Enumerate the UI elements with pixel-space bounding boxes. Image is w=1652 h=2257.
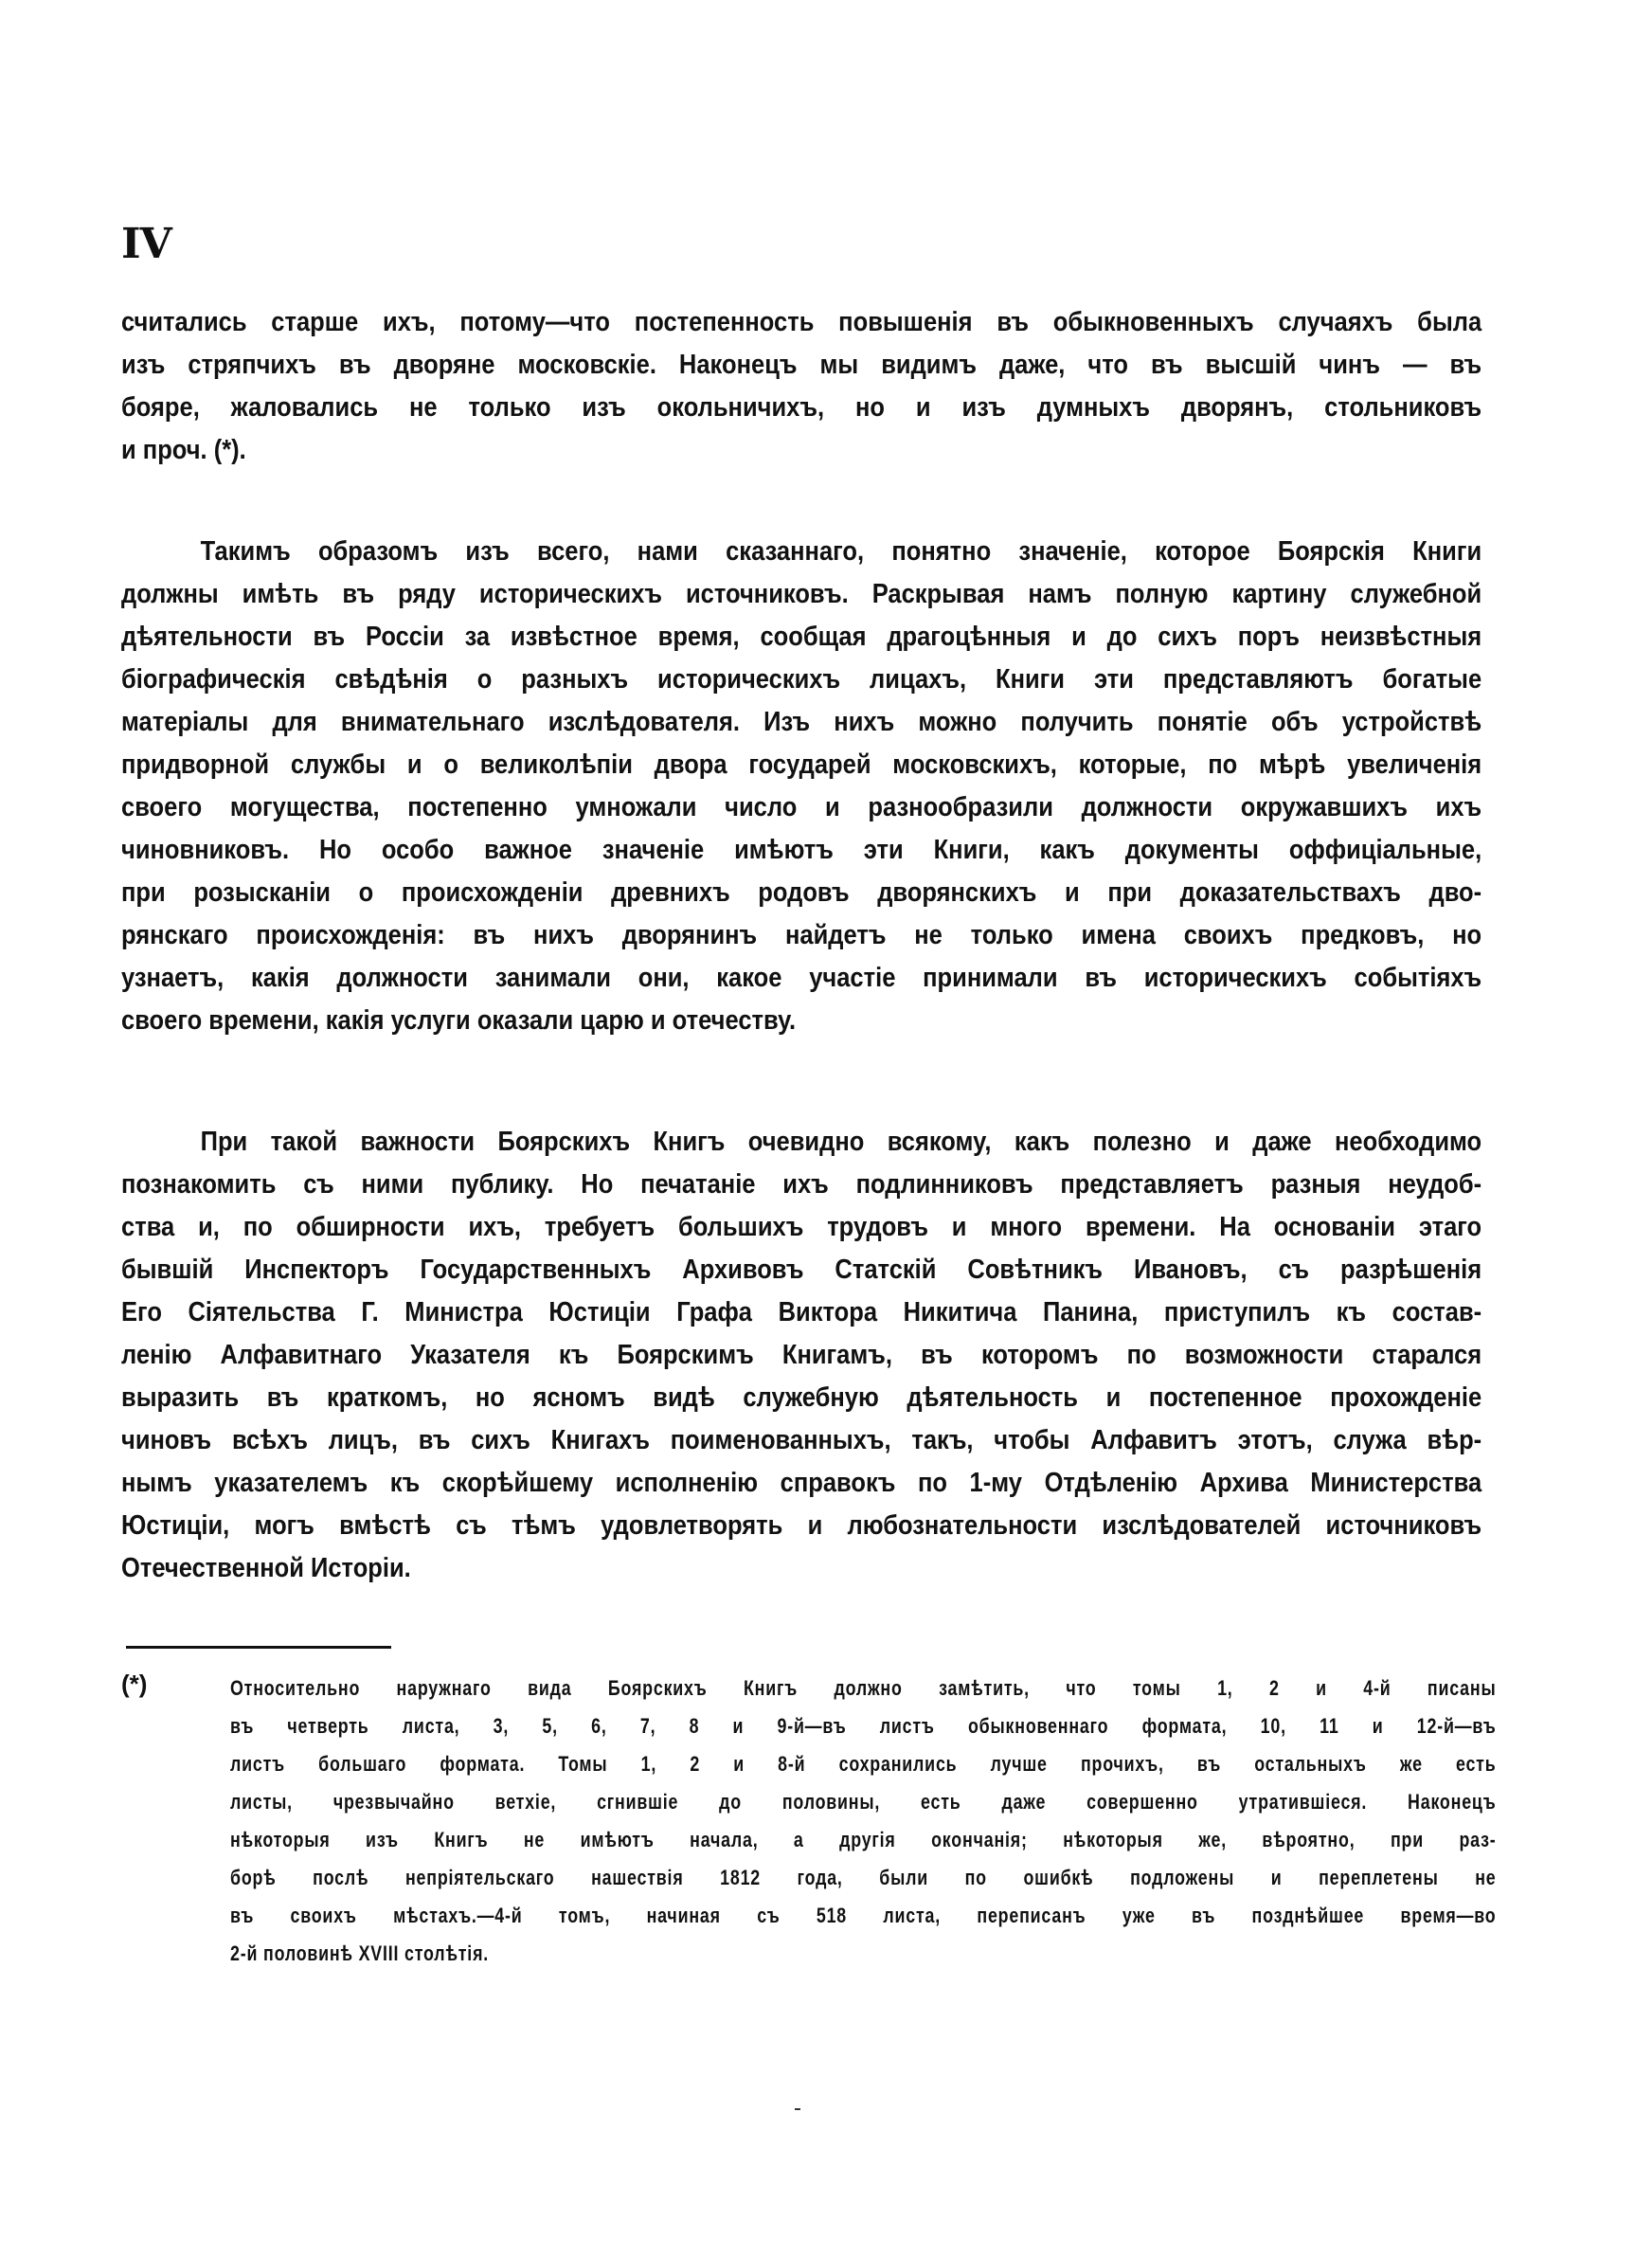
- text-line: рянскаго происхожденія: въ нихъ дворянинъ найдетъ не только имена своихъ предковъ, но: [121, 920, 1482, 950]
- footnote-line: въ четверть листа, 3, 5, 6, 7, 8 и 9-й—въ листъ обыкновеннаго формата, 10, 11 и 12-й—въ: [230, 1714, 1497, 1738]
- footnote-line: въ своихъ мѣстахъ.—4-й томъ, начиная съ 518 листа, переписанъ уже въ позднѣйшее время—во: [230, 1904, 1497, 1927]
- text-line: При такой важности Боярскихъ Книгъ очевидно всякому, какъ полезно и даже необходимо: [200, 1127, 1482, 1157]
- page-number: IV: [121, 220, 171, 268]
- text-line: Его Сіятельства Г. Министра Юстиціи Графа Виктора Никитича Панина, приступилъ къ состав-: [121, 1297, 1482, 1327]
- footnote-line: нѣкоторыя изъ Книгъ не имѣютъ начала, а другія окончанія; нѣкоторыя же, вѣроятно, при раз-: [230, 1828, 1497, 1851]
- text-line: бывшій Инспекторъ Государственныхъ Архивовъ Статскій Совѣтникъ Ивановъ, съ разрѣшенія: [121, 1255, 1482, 1285]
- text-line: и проч. (*).: [121, 435, 246, 465]
- footnote-line: борѣ послѣ непріятельскаго нашествія 1812 года, были по ошибкѣ подложены и переплетены не: [230, 1866, 1497, 1889]
- footnote-line: листъ большаго формата. Томы 1, 2 и 8-й сохранились лучше прочихъ, въ остальныхъ же есть: [230, 1752, 1497, 1776]
- paragraph-3: [121, 1121, 1481, 1590]
- text-line: чиновниковъ. Но особо важное значеніе имѣютъ эти Книги, какъ документы оффиціальные,: [121, 835, 1482, 865]
- text-line: изъ стряпчихъ въ дворяне московскіе. Наконецъ мы видимъ даже, что въ высшій чинъ — въ: [121, 350, 1482, 380]
- footnote-divider: [126, 1646, 391, 1649]
- text-line: чиновъ всѣхъ лицъ, въ сихъ Книгахъ поименованныхъ, такъ, чтобы Алфавитъ этотъ, служа вѣр-: [121, 1425, 1482, 1455]
- text-line: дѣятельности въ Россіи за извѣстное время, сообщая драгоцѣнныя и до сихъ поръ неизвѣстныя: [121, 622, 1482, 652]
- footnote-line: Относительно наружнаго вида Боярскихъ Книгъ должно замѣтить, что томы 1, 2 и 4-й писаны: [230, 1676, 1497, 1700]
- text-line: нымъ указателемъ къ скорѣйшему исполненію справокъ по 1-му Отдѣленію Архива Министерства: [121, 1468, 1482, 1498]
- text-line: своего могущества, постепенно умножали число и разнообразили должности окружавшихъ ихъ: [121, 792, 1482, 822]
- text-line: своего времени, какія услуги оказали царю и отечеству.: [121, 1005, 797, 1036]
- text-line: Юстиціи, могъ вмѣстѣ съ тѣмъ удовлетворять и любознательности изслѣдователей источниковъ: [121, 1510, 1482, 1541]
- text-line: бояре, жаловались не только изъ окольничихъ, но и изъ думныхъ дворянъ, стольниковъ: [121, 392, 1482, 423]
- text-line: Отечественной Исторіи.: [121, 1553, 411, 1583]
- footnote-line: 2-й половинѣ XVIII столѣтія.: [230, 1941, 490, 1965]
- text-line: выразить въ краткомъ, но ясномъ видѣ служебную дѣятельность и постепенное прохожденіе: [121, 1382, 1482, 1413]
- paragraph-2: [121, 531, 1481, 1042]
- text-line: узнаетъ, какія должности занимали они, какое участіе принимали въ историческихъ событіяхъ: [121, 963, 1482, 993]
- text-line: считались старше ихъ, потому—что постепенность повышенія въ обыкновенныхъ случаяхъ была: [121, 307, 1482, 337]
- print-speck: [795, 2108, 800, 2110]
- text-line: ства и, по обширности ихъ, требуетъ большихъ трудовъ и много времени. На основаніи этаго: [121, 1212, 1482, 1242]
- text-line: при розысканіи о происхожденіи древнихъ родовъ дворянскихъ и при доказательствахъ дво-: [121, 877, 1482, 908]
- paragraph-1: [121, 301, 1481, 472]
- text-line: придворной службы и о великолѣпіи двора государей московскихъ, которые, по мѣрѣ увеличенія: [121, 749, 1482, 780]
- footnote: [230, 1670, 1497, 1973]
- footnote-line: листы, чрезвычайно ветхіе, сгнившіе до половины, есть даже совершенно утратившіеся. Наконецъ: [230, 1790, 1497, 1814]
- text-line: біографическія свѣдѣнія о разныхъ историческихъ лицахъ, Книги эти представляютъ богатые: [121, 664, 1482, 695]
- text-line: матеріалы для внимательнаго изслѣдователя. Изъ нихъ можно получить понятіе объ устройствѣ: [121, 707, 1482, 737]
- text-line: познакомить съ ними публику. Но печатаніе ихъ подлинниковъ представляетъ разныя неудоб-: [121, 1169, 1482, 1200]
- text-line: должны имѣть въ ряду историческихъ источниковъ. Раскрывая намъ полную картину служебной: [121, 579, 1482, 609]
- text-line: Такимъ образомъ изъ всего, нами сказаннаго, понятно значеніе, которое Боярскія Книги: [200, 536, 1482, 567]
- footnote-marker: (*): [121, 1670, 148, 1698]
- text-line: ленію Алфавитнаго Указателя къ Боярскимъ Книгамъ, въ которомъ по возможности старался: [121, 1340, 1482, 1370]
